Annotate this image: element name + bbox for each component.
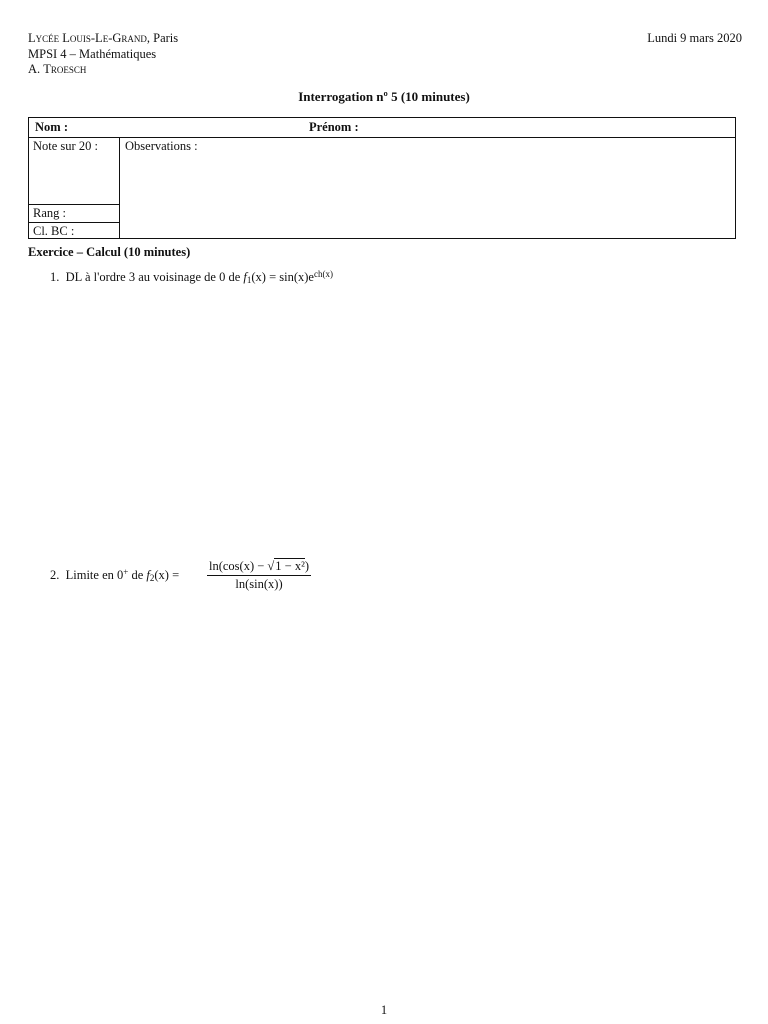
rang-label: Rang : [33, 206, 66, 220]
q1-text: DL à l'ordre 3 au voisinage de 0 de [65, 270, 241, 284]
q2-number: 2. [50, 568, 60, 582]
prenom-label: Prénom : [309, 120, 359, 134]
school-line [28, 31, 178, 47]
q2-numerator [207, 559, 311, 576]
q2-f: f [146, 568, 150, 582]
observations-label: Observations : [125, 139, 198, 153]
clbc-label: Cl. BC : [33, 224, 75, 238]
school-city: , Paris [146, 31, 179, 45]
q2-fraction [207, 559, 311, 592]
page-number: 1 [380, 1003, 388, 1017]
q2-text: Limite en 0 [65, 568, 124, 582]
q2-f-sub: 2 [149, 573, 155, 583]
teacher-name: Troesch [43, 62, 87, 76]
name-row [29, 118, 735, 138]
q2-text-sup: + [123, 567, 129, 577]
student-info-table [28, 117, 736, 239]
q2-num-right: ) [304, 559, 310, 573]
note-label: Note sur 20 : [33, 139, 98, 153]
q2-de: de [131, 568, 144, 582]
school-name: Lycée Louis-Le-Grand [28, 31, 147, 45]
q1-formula: (x) = sin(x)e [251, 270, 314, 284]
q1-number: 1. [50, 270, 60, 284]
header-left [28, 31, 178, 78]
page-title: Interrogation nº 5 (10 minutes) [298, 89, 470, 104]
header-date: Lundi 9 mars 2020 [647, 31, 742, 45]
q1-f: f [243, 270, 247, 284]
q1-f-sub: 1 [246, 275, 252, 285]
clbc-cell [29, 223, 119, 239]
teacher-initial: A. [28, 62, 44, 76]
exercise-title: Exercice – Calcul (10 minutes) [28, 245, 191, 259]
q2-num-sqrt: 1 − x² [275, 559, 305, 573]
q1-exponent: ch(x) [313, 269, 333, 279]
note-cell [29, 138, 119, 205]
grade-column [29, 138, 120, 238]
q2-num-left: ln(cos(x) − √ [209, 559, 275, 573]
q2-label [50, 567, 179, 583]
question-1 [50, 269, 333, 285]
q2-formula: (x) = [154, 568, 180, 582]
rang-cell [29, 205, 119, 223]
teacher-line [28, 62, 178, 78]
nom-label: Nom : [35, 120, 68, 134]
class-line: MPSI 4 – Mathématiques [28, 46, 157, 61]
q2-denominator: ln(sin(x)) [235, 577, 283, 591]
